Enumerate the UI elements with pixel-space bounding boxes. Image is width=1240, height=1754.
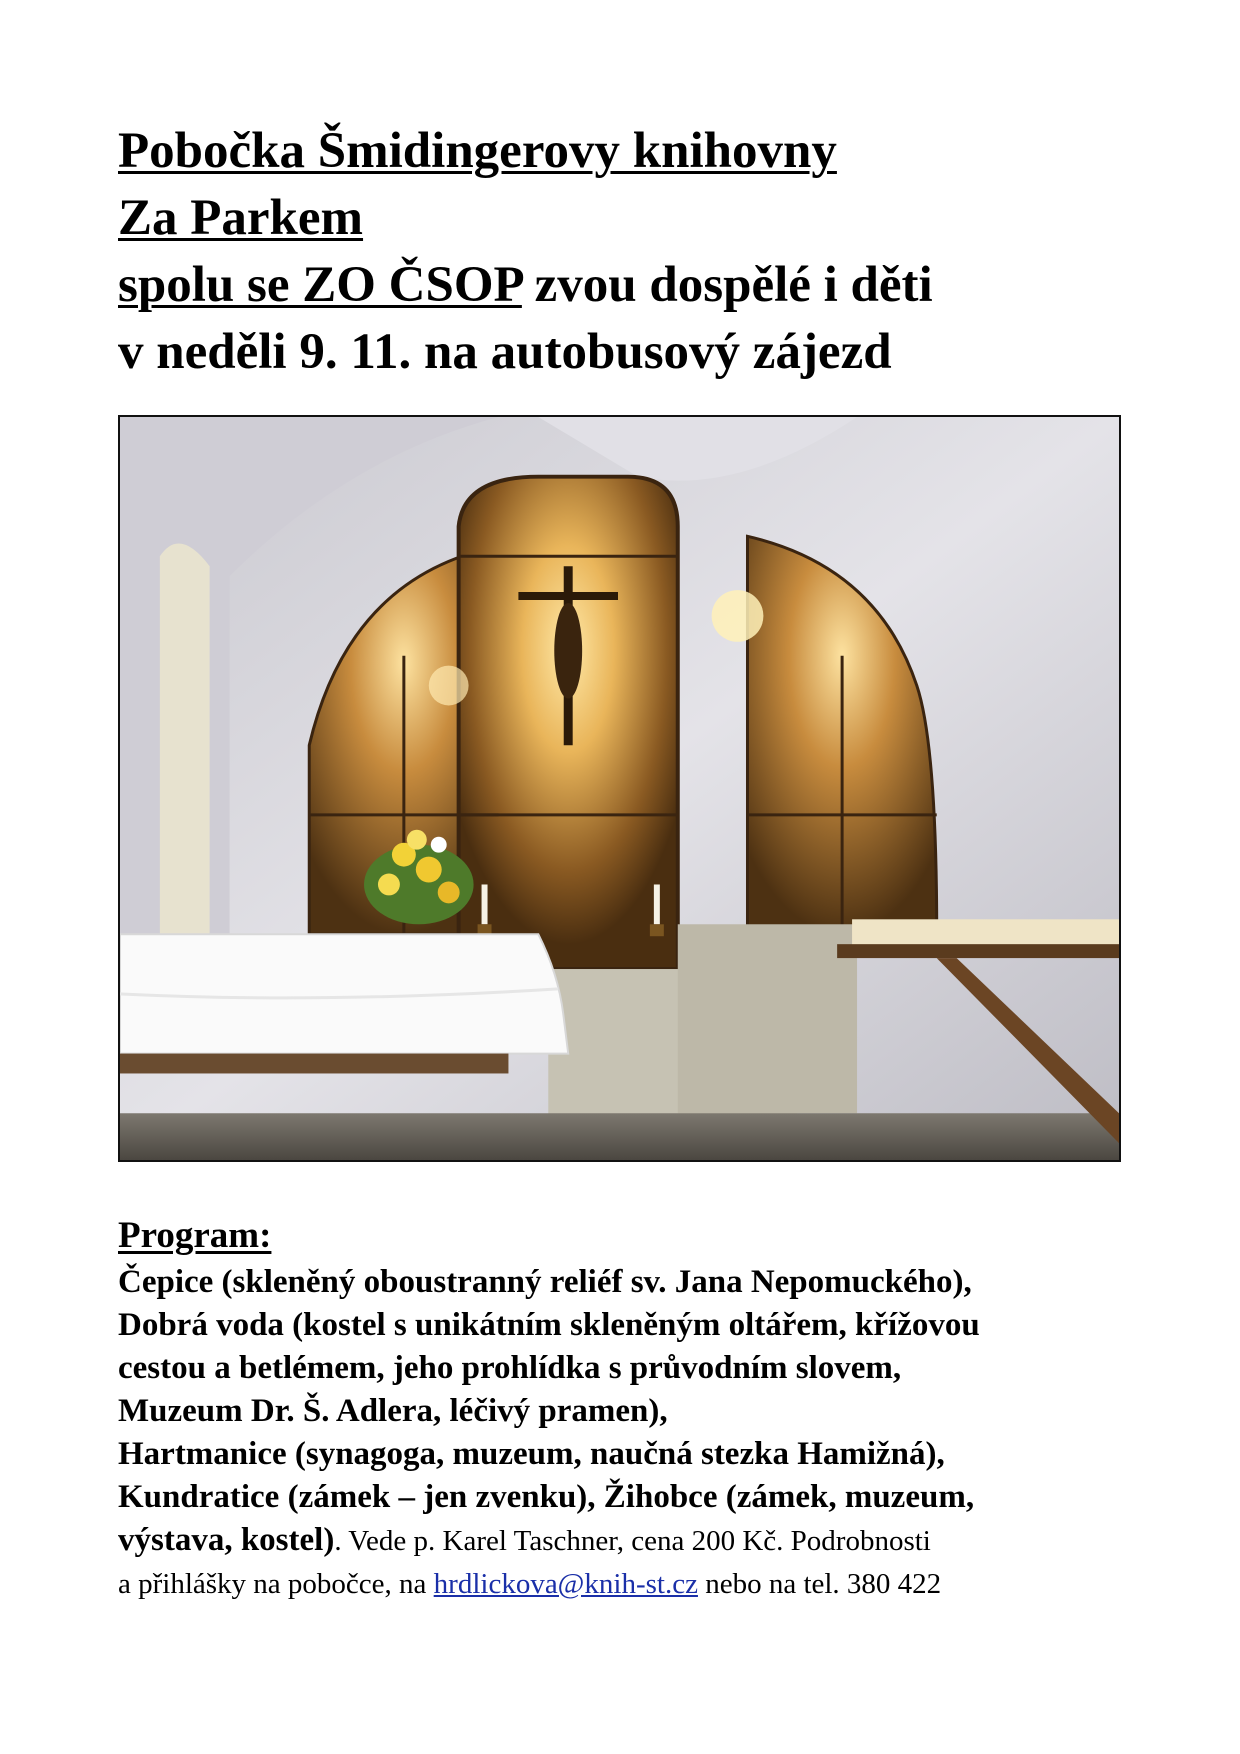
program-last-stop: výstava, kostel) <box>118 1522 335 1558</box>
program-line: Hartmanice (synagoga, muzeum, naučná stezka Hamižná), <box>118 1436 945 1472</box>
contact-prefix: a přihlášky na pobočce, na <box>118 1568 434 1600</box>
heading-line-library: Pobočka Šmidingerovy knihovny <box>118 123 837 179</box>
pillar <box>160 543 210 974</box>
table-edge <box>120 1054 508 1074</box>
program-line: Čepice (skleněný oboustranný reliéf sv. Jana Nepomuckého), <box>118 1264 972 1300</box>
contact-line <box>118 1563 1128 1606</box>
heading-line-date: v neděli 9. 11. na autobusový zájezd <box>118 324 892 380</box>
program-line: Dobrá voda (kostel s unikátním skleněným oltářem, křížovou <box>118 1307 980 1343</box>
price-and-guide: . Vede p. Karel Taschner, cena 200 Kč. Podrobnosti <box>334 1525 931 1557</box>
program-description <box>118 1261 1128 1606</box>
floor <box>120 1113 1119 1160</box>
program-line: Kundratice (zámek – jen zvenku), Žihobce (zámek, muzeum, <box>118 1479 975 1515</box>
altar-table-cloth <box>120 934 568 1053</box>
program-line-last <box>118 1519 1128 1563</box>
contact-phone: nebo na tel. 380 422 <box>697 1568 942 1600</box>
program-section <box>118 1213 1128 1606</box>
altar-photo-illustration <box>120 417 1119 1160</box>
heading-line-organizers <box>118 252 1128 319</box>
heading-line-branch: Za Parkem <box>118 190 364 246</box>
organizer-name: spolu se ZO ČSOP <box>118 257 522 313</box>
program-line: cestou a betlémem, jeho prohlídka s průvodním slovem, <box>118 1350 902 1386</box>
altar-photo <box>118 415 1121 1162</box>
invitation-text: zvou dospělé i děti <box>521 257 933 313</box>
invitation-heading <box>118 118 1128 386</box>
altar-pedestal <box>678 924 857 1113</box>
program-title: Program: <box>118 1215 272 1256</box>
program-line: Muzeum Dr. Š. Adlera, léčivý pramen), <box>118 1393 668 1429</box>
email-link[interactable]: hrdlickova@knih-st.cz <box>433 1568 698 1600</box>
